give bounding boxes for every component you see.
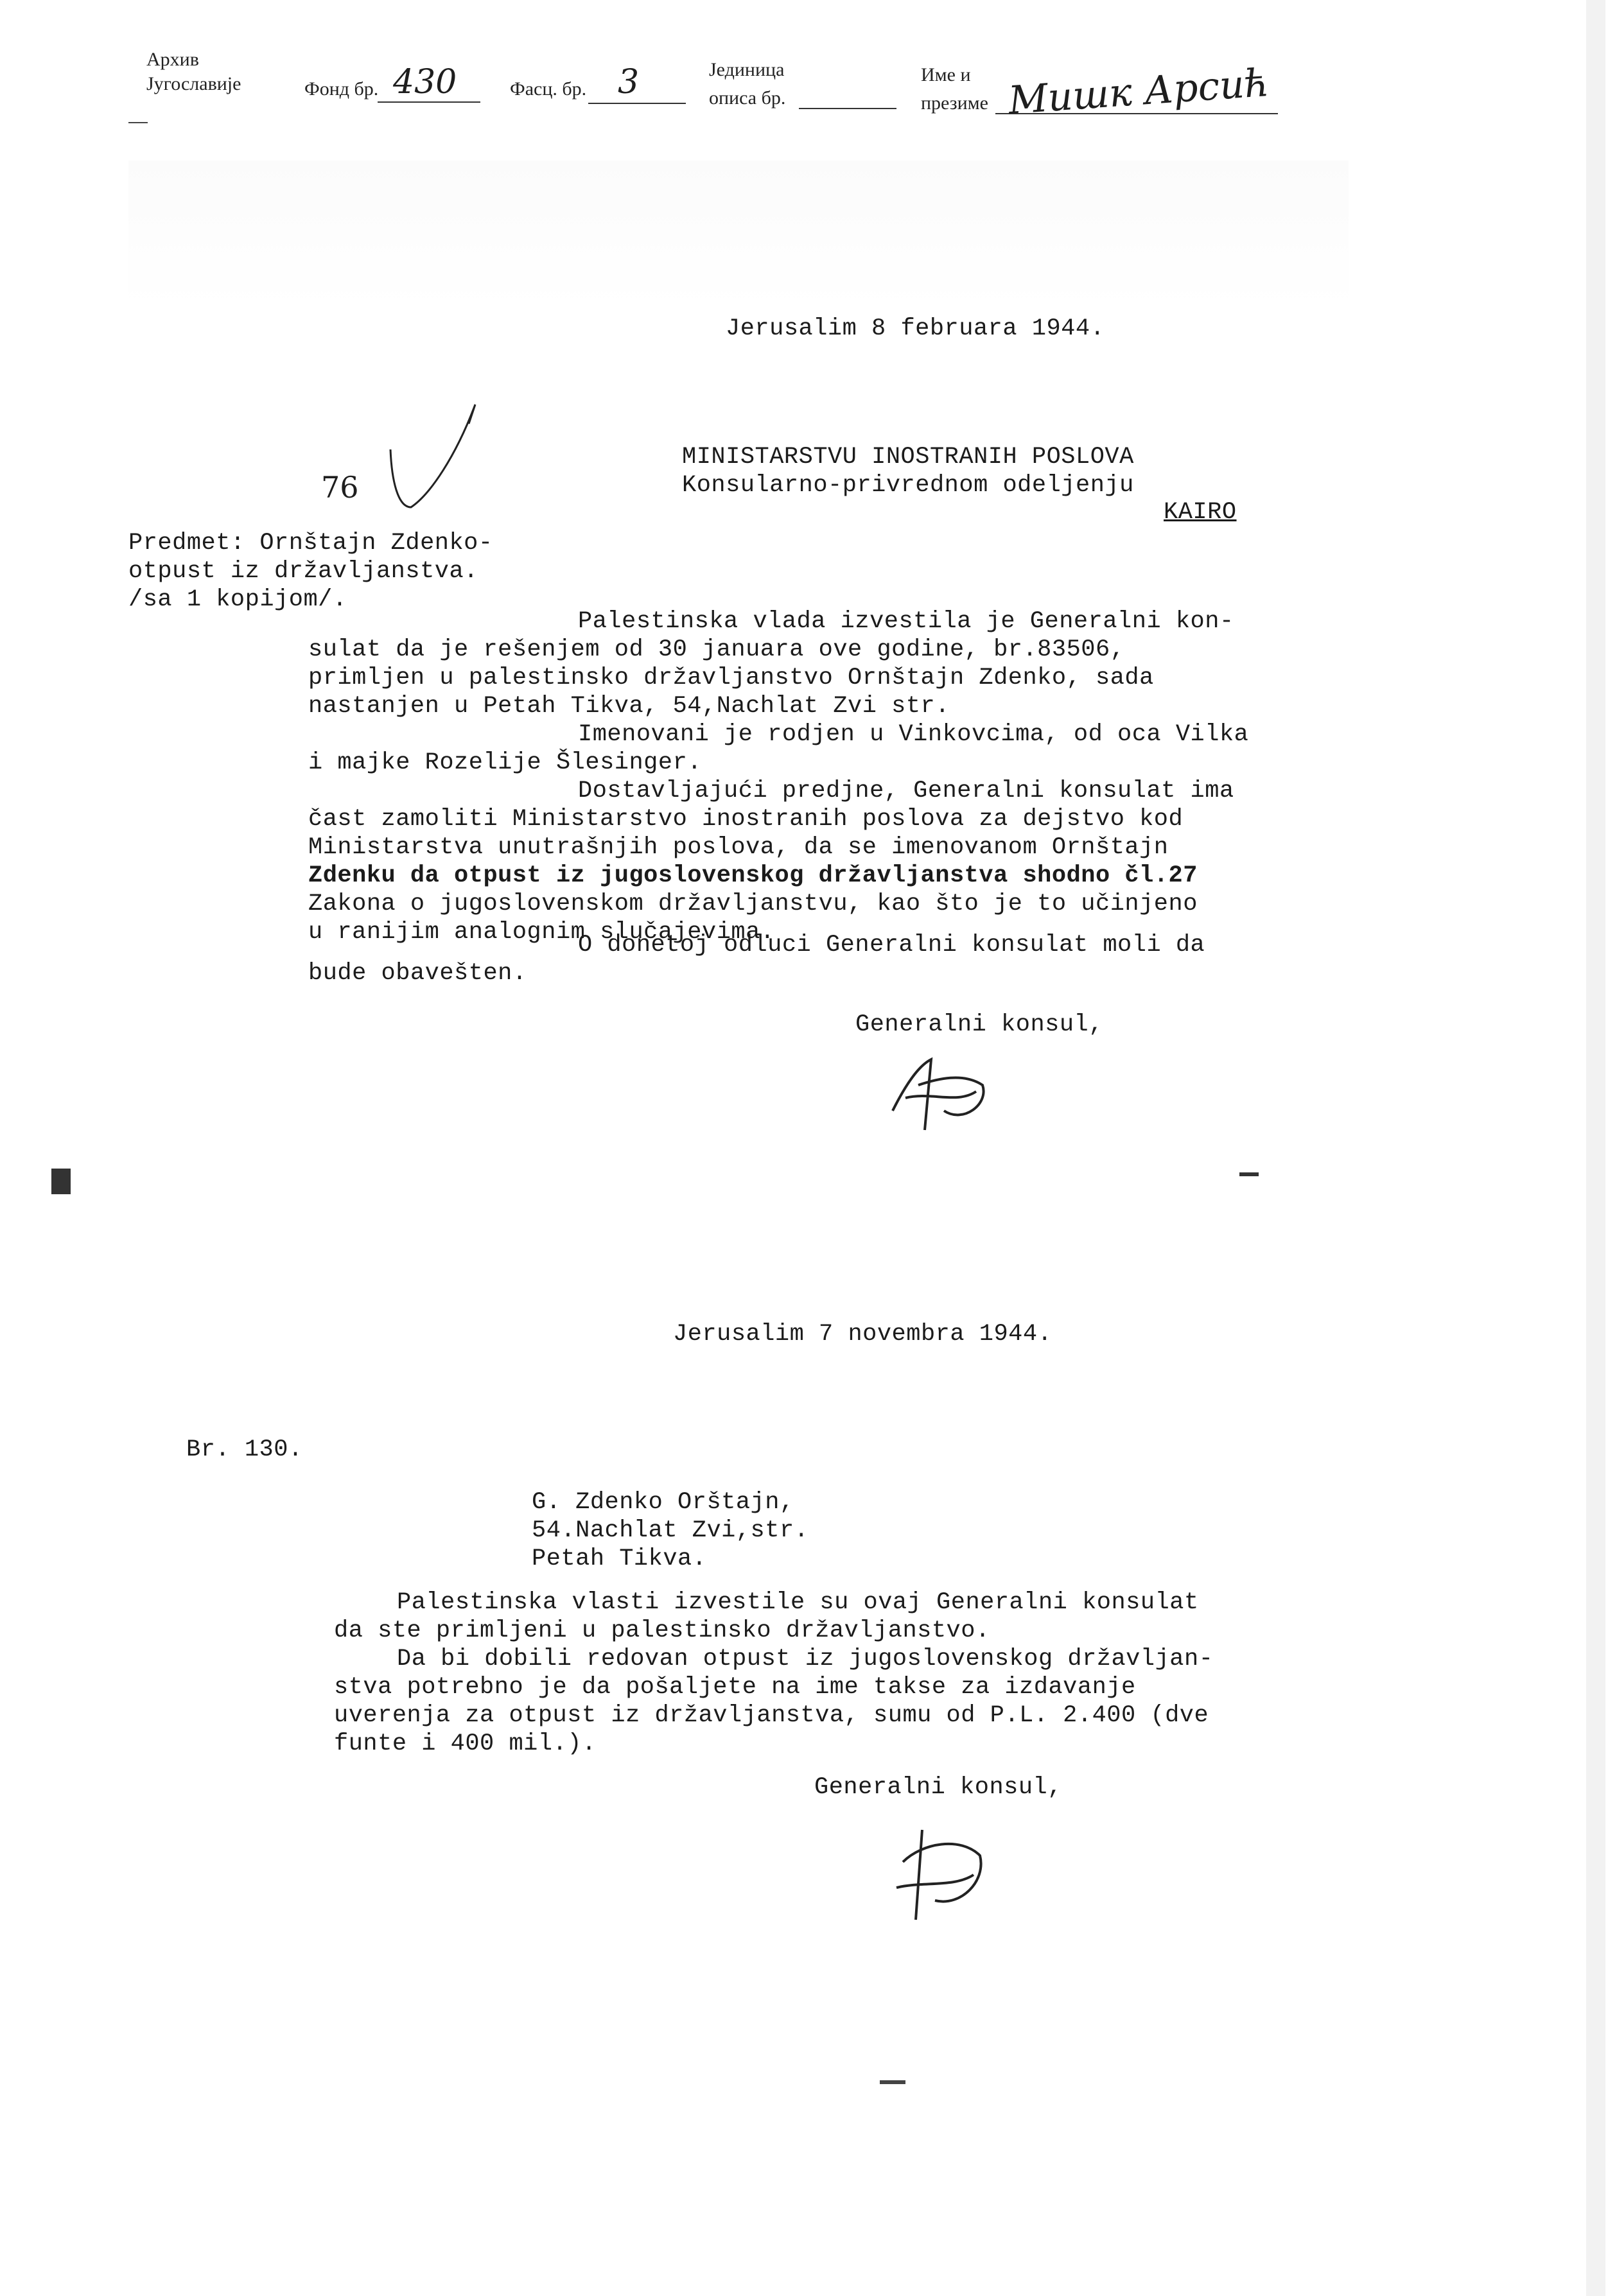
check-mark bbox=[372, 385, 501, 514]
letter1-body-line: bude obavešten. bbox=[308, 960, 527, 987]
letter1-date: Jerusalim 8 februara 1944. bbox=[726, 315, 1105, 342]
letter1-body-line: Dostavljajući predjne, Generalni konsulat ima bbox=[578, 778, 1234, 804]
name-value: Мишк Арсић bbox=[1007, 60, 1271, 124]
letter1-subject-line2: otpust iz državljanstva. bbox=[128, 558, 478, 585]
letter1-body-line: Ministarstva unutrašnjih poslova, da se imenovanom Ornštajn bbox=[308, 834, 1169, 861]
fond-line bbox=[378, 101, 480, 103]
fond-label: Фонд бр. bbox=[304, 78, 379, 100]
header-underline-left bbox=[128, 122, 148, 123]
letter2-body-line: stva potrebno je da pošaljete na ime takse za izdavanje bbox=[334, 1674, 1136, 1701]
letter2-body-line: da ste primljeni u palestinsko državljanstvo. bbox=[334, 1617, 990, 1644]
letter1-body-line: nastanjen u Petah Tikva, 54,Nachlat Zvi str. bbox=[308, 693, 950, 720]
fond-value: 430 bbox=[393, 63, 457, 101]
name-label-line2: презиме bbox=[921, 92, 988, 114]
letter1-signature bbox=[880, 1047, 1008, 1136]
letter1-body-line: Imenovani je rodjen u Vinkovcima, od oca Vilka bbox=[578, 721, 1249, 748]
archive-name-line1: Архив bbox=[146, 49, 199, 70]
archive-name-line2: Југославије bbox=[146, 73, 241, 94]
fasc-value: 3 bbox=[618, 63, 640, 101]
letter2-recipient-line3: Petah Tikva. bbox=[532, 1545, 707, 1572]
letter2-recipient-line2: 54.Nachlat Zvi,str. bbox=[532, 1517, 809, 1544]
letter1-closing: Generalni konsul, bbox=[855, 1011, 1103, 1038]
scan-divider-mark-right bbox=[1239, 1172, 1259, 1176]
letter1-body-line: Palestinska vlada izvestila je Generalni kon- bbox=[578, 608, 1234, 635]
letter1-subject-line3: /sa 1 kopijom/. bbox=[128, 586, 347, 613]
top-scan-edge bbox=[1586, 0, 1605, 2296]
letter2-body-line: Da bi dobili redovan otpust iz jugoslovenskog državljan- bbox=[397, 1646, 1214, 1673]
letter2-number: Br. 130. bbox=[186, 1436, 303, 1463]
letter2-signature bbox=[884, 1817, 999, 1926]
letter1-body-line: čast zamoliti Ministarstvo inostranih poslova za dejstvo kod bbox=[308, 806, 1184, 833]
unit-line bbox=[799, 108, 896, 109]
letter2-closing: Generalni konsul, bbox=[814, 1774, 1062, 1801]
letter1-body-line: O donetoj odluci Generalni konsulat moli da bbox=[578, 932, 1205, 959]
letter1-body-line: u ranijim analognim slučajevima. bbox=[308, 919, 775, 946]
letter1-body-line: i majke Rozelije Šlesinger. bbox=[308, 749, 702, 776]
letter1-subject-line1: Predmet: Ornštajn Zdenko- bbox=[128, 530, 493, 557]
letter1-body-line: Zakona o jugoslovenskom državljanstvu, kao što je to učinjeno bbox=[308, 891, 1198, 918]
letter1-body-line: Zdenku da otpust iz jugoslovenskog državljanstva shodno čl.27 bbox=[308, 862, 1198, 889]
letter1-number: 76 bbox=[321, 470, 359, 505]
letter1-body-line: sulat da je rešenjem od 30 januara ove godine, br.83506, bbox=[308, 636, 1125, 663]
scan-divider-mark-left bbox=[51, 1169, 71, 1194]
unit-label-line1: Јединица bbox=[709, 59, 785, 80]
letter2-body-line: funte i 400 mil.). bbox=[334, 1730, 597, 1757]
letter1-body-line: primljen u palestinsko državljanstvo Ornštajn Zdenko, sada bbox=[308, 665, 1154, 691]
letter1-recipient-line2: Konsularno-privrednom odeljenju bbox=[682, 472, 1134, 499]
unit-label-line2: описа бр. bbox=[709, 87, 786, 109]
letter2-date: Jerusalim 7 novembra 1944. bbox=[673, 1321, 1053, 1348]
fasc-line bbox=[588, 103, 686, 104]
letter2-body-line: uverenja za otpust iz državljanstva, sumu od P.L. 2.400 (dve bbox=[334, 1702, 1209, 1729]
letter2-recipient-line1: G. Zdenko Orštajn, bbox=[532, 1489, 794, 1516]
letter1-recipient-line1: MINISTARSTVU INOSTRANIH POSLOVA bbox=[682, 444, 1134, 471]
letter2-body-line: Palestinska vlasti izvestile su ovaj Generalni konsulat bbox=[397, 1589, 1199, 1616]
fasc-label: Фасц. бр. bbox=[510, 78, 587, 100]
letter1-city: KAIRO bbox=[1164, 499, 1237, 526]
scan-shadow-top bbox=[128, 161, 1349, 308]
name-label-line1: Име и bbox=[921, 64, 971, 85]
scan-speck bbox=[880, 2080, 905, 2084]
